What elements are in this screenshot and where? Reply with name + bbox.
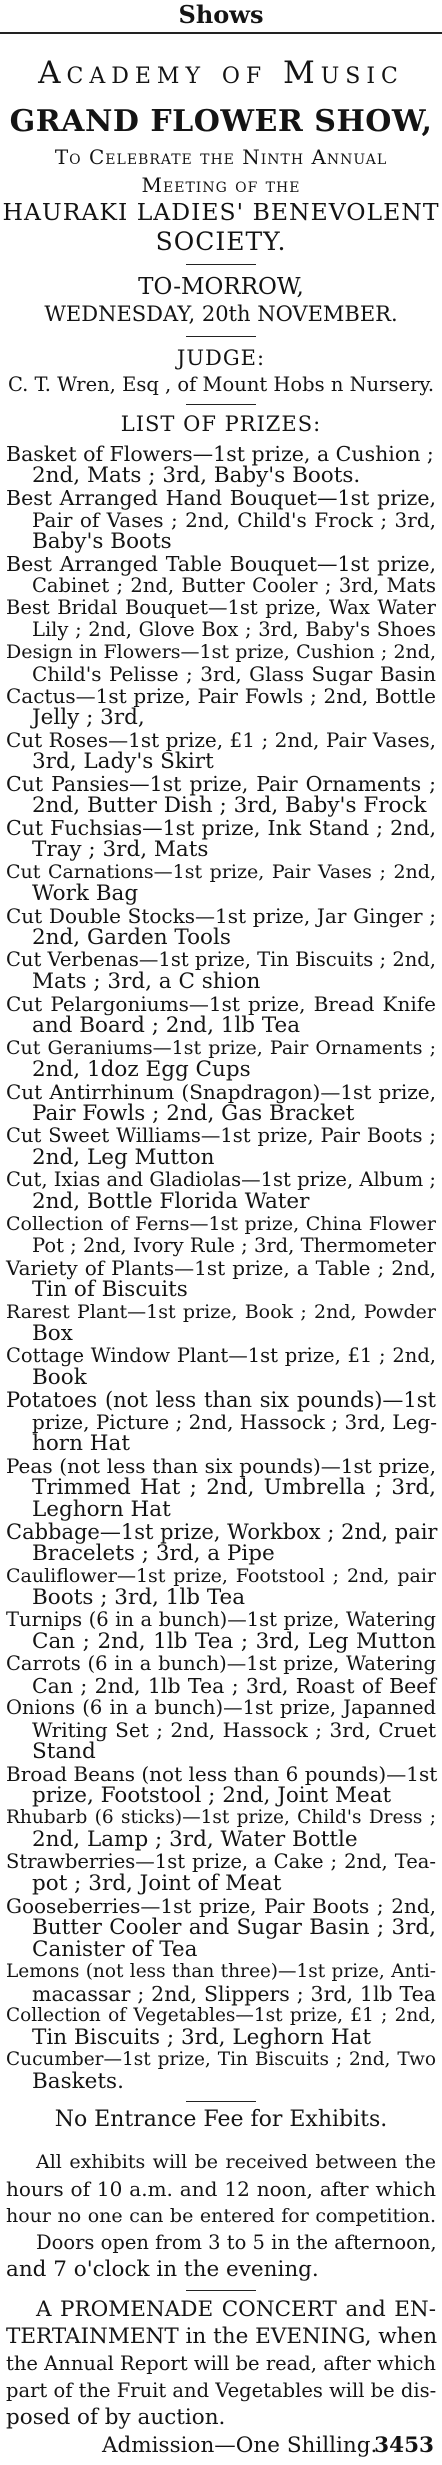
prize-line: Pair of Vases ; 2nd, Child's Frock ; 3rd, [32, 508, 436, 532]
society-name-line-2: SOCIETY. [155, 227, 287, 256]
prize-line: Book [32, 1365, 87, 1390]
exhibit-notice-line: hours of 10 a.m. and 12 noon, after which [6, 2177, 436, 2201]
concert-notice-line: posed of by auction. [6, 2405, 226, 2430]
prize-line: Pair Fowls ; 2nd, Gas Bracket [32, 1101, 355, 1126]
prize-line: Lemons (not less than three)—1st prize, Anti- [6, 1961, 436, 1982]
prize-line: pot ; 3rd, Joint of Meat [32, 1871, 282, 1896]
society-name-line-1: HAURAKI LADIES' BENEVOLENT [2, 198, 440, 226]
prize-line: Canister of Tea [32, 1937, 198, 1962]
admission-line [6, 2432, 436, 2462]
prize-line: Cut Sweet Williams—1st prize, Pair Boots ; [6, 1124, 436, 1147]
prize-line: Best Arranged Table Bouquet—1st prize, [6, 552, 436, 576]
prize-line: Cucumber—1st prize, Tin Biscuits ; 2nd, Two [6, 2049, 436, 2070]
divider-rule [186, 264, 256, 265]
prize-line: Cut Geraniums—1st prize, Pair Ornaments ; [6, 1037, 436, 1059]
prize-line: Cut Carnations—1st prize, Pair Vases ; 2nd, [6, 861, 436, 883]
prize-line: Cut Pelargoniums—1st prize, Bread Knife [6, 992, 436, 1016]
event-title: GRAND FLOWER SHOW, [9, 104, 433, 139]
date-line-2: WEDNESDAY, 20th NOVEMBER. [44, 302, 398, 326]
concert-notice-line: TERTAINMENT in the EVENING, when [6, 2324, 438, 2349]
prize-line: Best Bridal Bouquet—1st prize, Wax Water [6, 596, 436, 619]
prize-line: Trimmed Hat ; 2nd, Umbrella ; 3rd, [32, 1475, 436, 1500]
purpose-line-2: Meeting of the [141, 173, 301, 197]
prize-line: Bracelets ; 3rd, a Pipe [32, 1541, 275, 1566]
exhibit-notice-line: Doors open from 3 to 5 in the afternoon, [36, 2231, 437, 2254]
divider-rule [186, 2101, 256, 2102]
admission-text: Admission—One Shilling. [102, 2433, 378, 2458]
concert-notice-line: A PROMENADE CONCERT and EN- [36, 2297, 436, 2322]
prize-line: 2nd, Bottle Florida Water [32, 1189, 310, 1214]
prize-line: Pot ; 2nd, Ivory Rule ; 3rd, Thermometer [32, 1234, 436, 1257]
prize-line: Peas (not less than six pounds)—1st prize, [6, 1454, 436, 1478]
exhibit-notice-line: All exhibits will be received between the [36, 2151, 436, 2173]
prize-line: Butter Cooler and Sugar Basin ; 3rd, [32, 1915, 436, 1940]
exhibit-notice-line: hour no one can be entered for competition. [6, 2205, 436, 2227]
prize-line: Stand [32, 1739, 96, 1764]
prize-line: Cabinet ; 2nd, Butter Cooler ; 3rd, Mats [32, 574, 436, 597]
prize-line: Cut Verbenas—1st prize, Tin Biscuits ; 2nd, [6, 948, 436, 971]
header-rule [0, 32, 442, 34]
prize-line: Cut Roses—1st prize, £1 ; 2nd, Pair Vases, [6, 728, 436, 752]
judge-name: C. T. Wren, Esq , of Mount Hobs n Nursery. [7, 373, 435, 396]
divider-rule [186, 404, 256, 405]
prize-line: Work Bag [32, 881, 139, 906]
prize-line: 2nd, Butter Dish ; 3rd, Baby's Frock [32, 793, 427, 818]
entrance-fee-notice: No Entrance Fee for Exhibits. [54, 2107, 388, 2132]
venue-line [0, 42, 442, 104]
prize-line: and Board ; 2nd, 1lb Tea [32, 1013, 301, 1038]
exhibit-notice-line: and 7 o'clock in the evening. [6, 2257, 319, 2282]
divider-rule [186, 2290, 256, 2291]
prize-line: Strawberries—1st prize, a Cake ; 2nd, Tea- [6, 1850, 436, 1873]
prizes-heading: LIST OF PRIZES: [120, 412, 322, 436]
prize-line: Cut Double Stocks—1st prize, Jar Ginger ; [6, 904, 436, 928]
prize-line: Potatoes (not less than six pounds)—1st [6, 1388, 436, 1412]
prize-line: Turnips (6 in a bunch)—1st prize, Watering [6, 1608, 436, 1631]
prize-line: Cut Antirrhinum (Snapdragon)—1st prize, [6, 1080, 436, 1104]
prize-line: Tin Biscuits ; 3rd, Leghorn Hat [32, 2025, 372, 2050]
prize-line: Rarest Plant—1st prize, Book ; 2nd, Powder [6, 1301, 436, 1323]
prize-line: Jelly ; 3rd, [32, 705, 145, 730]
concert-notice-line: part of the Fruit and Vegetables will be dis- [6, 2379, 437, 2402]
divider-rule [186, 336, 256, 337]
prize-line: Baby's Boots [32, 529, 172, 554]
prize-line: macassar ; 2nd, Slippers ; 3rd, 1lb Tea [32, 1982, 436, 2006]
purpose-line-1: To Celebrate the Ninth Annual [54, 145, 388, 169]
concert-notice-line: the Annual Report will be read, after which [6, 2352, 436, 2375]
prize-line: 2nd, Lamp ; 3rd, Water Bottle [32, 1827, 358, 1852]
prize-line: Can ; 2nd, 1lb Tea ; 3rd, Leg Mutton [32, 1629, 436, 1654]
prize-line: Baskets. [32, 2069, 124, 2094]
prize-line: Carrots (6 in a bunch)—1st prize, Watering [6, 1652, 436, 1675]
prize-line: Tin of Biscuits [32, 1277, 188, 1302]
prize-line: Cut, Ixias and Gladiolas—1st prize, Album ; [6, 1168, 436, 1191]
prize-line: Tray ; 3rd, Mats [32, 837, 209, 862]
prize-line: 2nd, Garden Tools [32, 925, 231, 950]
prize-line: Lily ; 2nd, Glove Box ; 3rd, Baby's Shoes [32, 618, 436, 641]
date-line-1: TO-MORROW, [138, 274, 304, 300]
prize-line: 3rd, Lady's Skirt [32, 749, 214, 774]
prize-line: Broad Beans (not less than 6 pounds)—1st [6, 1762, 438, 1786]
venue-name: Academy of Music [38, 55, 404, 91]
prize-line: 2nd, 1doz Egg Cups [32, 1057, 251, 1082]
prize-line: prize, Picture ; 2nd, Hassock ; 3rd, Leg- [32, 1410, 437, 1434]
prize-line: Collection of Vegetables—1st prize, £1 ; 2nd, [6, 2005, 436, 2026]
judge-heading: JUDGE: [176, 346, 266, 370]
prize-line: prize, Footstool ; 2nd, Joint Meat [32, 1783, 392, 1808]
prize-line: Cauliflower—1st prize, Footstool ; 2nd, pair [6, 1565, 436, 1587]
prize-line: Mats ; 3rd, a C shion [32, 969, 261, 994]
prize-line: Can ; 2nd, 1lb Tea ; 3rd, Roast of Beef [32, 1674, 436, 1698]
prize-line: Basket of Flowers—1st prize, a Cushion ; [6, 442, 434, 466]
prize-line: 2nd, Leg Mutton [32, 1145, 215, 1170]
prize-line: Onions (6 in a bunch)—1st prize, Japanned [6, 1696, 436, 1719]
prize-line: Design in Flowers—1st prize, Cushion ; 2nd, [6, 641, 436, 663]
ad-number: 3453 [374, 2433, 434, 2458]
prize-line: Leghorn Hat [32, 1497, 171, 1522]
prize-line: Rhubarb (6 sticks)—1st prize, Child's Dress ; [6, 1807, 436, 1828]
prize-line: horn Hat [32, 1431, 130, 1456]
prize-line: Best Arranged Hand Bouquet—1st prize, [6, 486, 436, 510]
prize-line: Variety of Plants—1st prize, a Table ; 2nd, [6, 1256, 436, 1280]
prize-line: Cottage Window Plant—1st prize, £1 ; 2nd, [6, 1344, 436, 1367]
prize-line: 2nd, Mats ; 3rd, Baby's Boots. [32, 463, 361, 488]
prize-line: Writing Set ; 2nd, Hassock ; 3rd, Cruet [32, 1718, 436, 1742]
section-title: Shows [178, 0, 264, 29]
prize-line: Collection of Ferns—1st prize, China Flower [6, 1213, 436, 1235]
prize-line: Gooseberries—1st prize, Pair Boots ; 2nd, [6, 1894, 436, 1918]
prize-line: Cabbage—1st prize, Workbox ; 2nd, pair [6, 1520, 438, 1544]
prize-line: Cut Fuchsias—1st prize, Ink Stand ; 2nd, [6, 816, 436, 840]
prize-line: Cut Pansies—1st prize, Pair Ornaments ; [6, 772, 436, 796]
prize-line: Boots ; 3rd, 1lb Tea [32, 1585, 246, 1610]
prize-line: Box [32, 1321, 73, 1346]
prize-line: Cactus—1st prize, Pair Fowls ; 2nd, Bottle [6, 684, 436, 708]
prize-line: Child's Pelisse ; 3rd, Glass Sugar Basin [32, 662, 436, 686]
